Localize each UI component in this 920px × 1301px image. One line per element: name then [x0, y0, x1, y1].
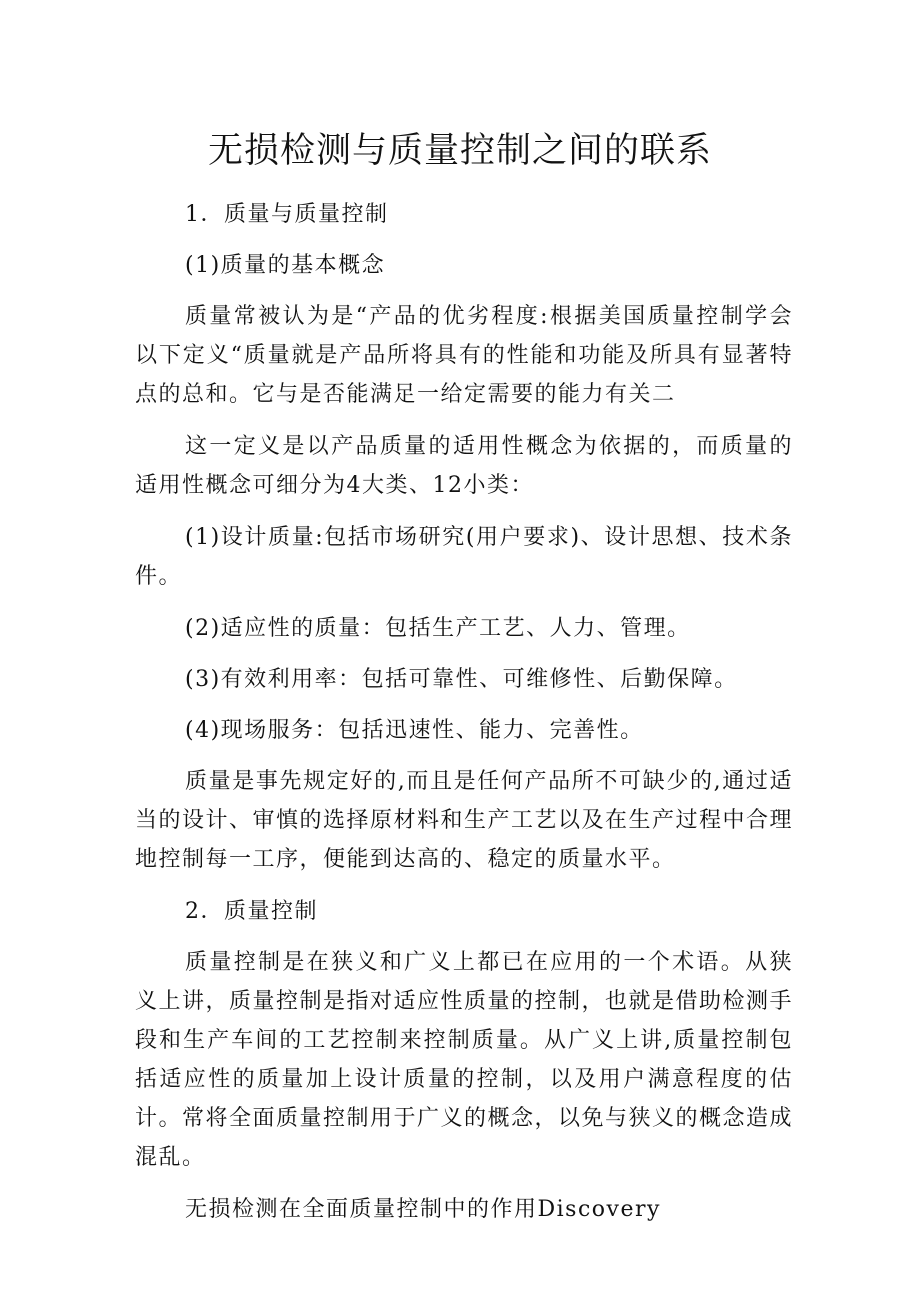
list-item-effective-utilization: (3)有效利用率：包括可靠性、可维修性、后勤保障。: [185, 667, 738, 692]
paragraph-ndt-role: 无损检测在全面质量控制中的作用Discovery: [185, 1197, 661, 1222]
section-heading-1: 1．质量与质量控制: [185, 202, 389, 227]
document-title: 无损检测与质量控制之间的联系: [207, 131, 712, 171]
paragraph-quality-control-definition: 质量控制是在狭义和广义上都已在应用的一个术语。从狭义上讲，质量控制是指对适应性质量的控制，也就是借助检测手段和生产车间的工艺控制来控制质量。从广义上讲,质量控制包括适应性的质量加上设计质量的控制，以及用户满意程度的估计。常将全面质量控制用于广义的概念，以免与狭义的概念造成混乱。: [135, 950, 794, 1170]
section-heading-2: 2．质量控制: [185, 899, 318, 924]
list-item-field-service: (4)现场服务：包括迅速性、能力、完善性。: [185, 718, 644, 743]
subsection-heading-basic-concept: (1)质量的基本概念: [185, 253, 386, 278]
paragraph-quality-definition: 质量常被认为是“产品的优劣程度:根据美国质量控制学会以下定义“质量就是产品所将具有的性能和功能及所具有显著特点的总和。它与是否能满足一给定需要的能力有关二: [135, 304, 793, 407]
paragraph-applicability-concept: 这一定义是以产品质量的适用性概念为依据的，而质量的适用性概念可细分为4大类、12小类：: [135, 434, 793, 498]
paragraph-quality-predetermined: 质量是事先规定好的,而且是任何产品所不可缺少的,通过适当的设计、审慎的选择原材料和生产工艺以及在生产过程中合理地控制每一工序，便能到达高的、稳定的质量水平。: [135, 769, 794, 872]
document-body: [135, 195, 793, 1229]
list-item-design-quality: (1)设计质量:包括市场研究(用户要求)、设计思想、技术条件。: [135, 525, 793, 589]
list-item-adaptive-quality: (2)适应性的质量：包括生产工艺、人力、管理。: [185, 616, 691, 641]
